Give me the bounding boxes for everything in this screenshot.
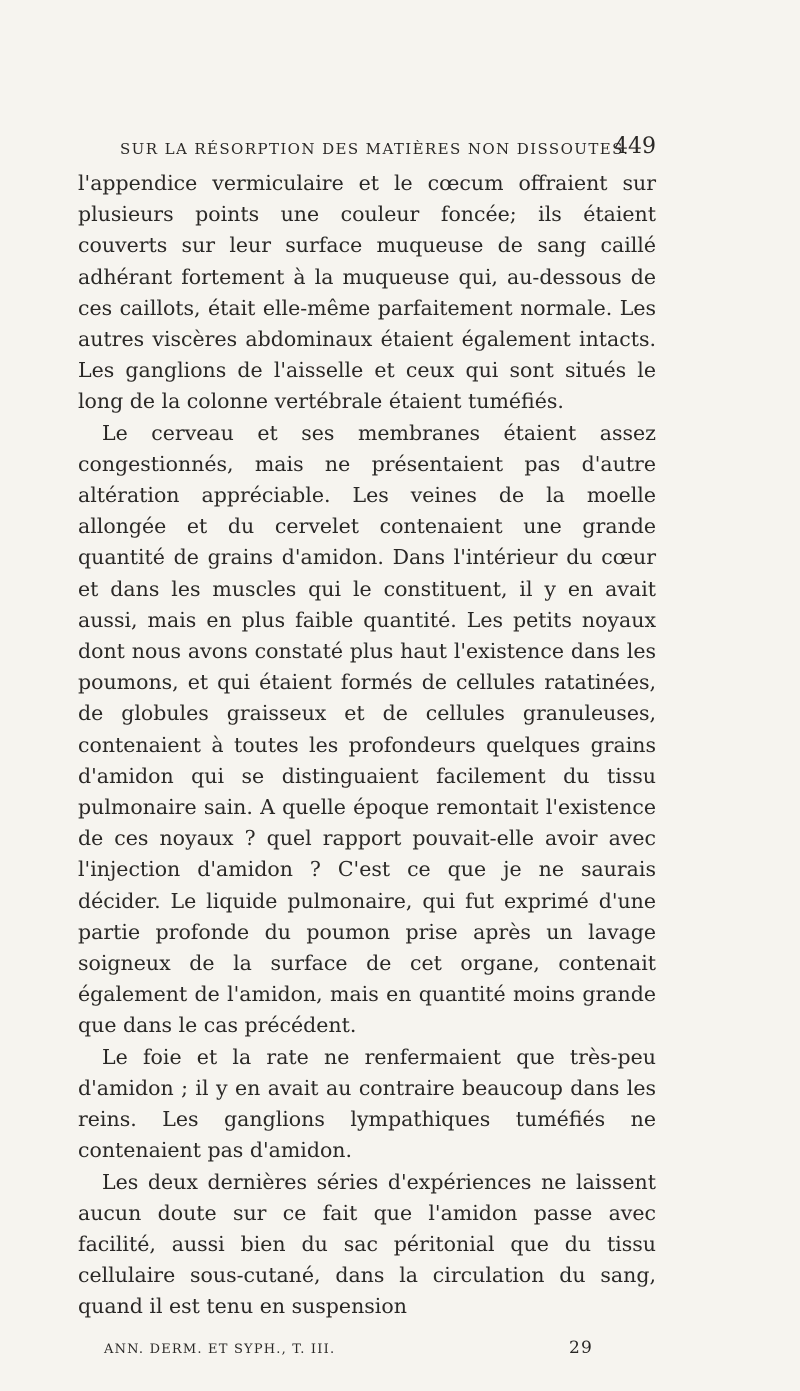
page-number: 449 [614, 134, 656, 159]
footer-journal: ANN. DERM. ET SYPH., T. III. [104, 1342, 336, 1357]
running-title: SUR LA RÉSORPTION DES MATIÈRES NON DISSOUTES. [120, 140, 630, 158]
paragraph: l'appendice vermiculaire et le cœcum offraient sur plusieurs points une couleur foncée; ils étaient couverts sur leur surface muqueuse de sang caillé adhérant fortement à la muqueuse qui, au-dessous de ces caillots, était elle-même parfaitement normale. Les autres viscères abdominaux étaient également intacts. Les ganglions de l'aisselle et ceux qui sont situés le long de la colonne vertébrale étaient tuméfiés. [78, 171, 656, 414]
body-text [78, 168, 656, 1323]
running-head [78, 134, 656, 162]
paragraph: Le cerveau et ses membranes étaient assez congestionnés, mais ne présentaient pas d'autre altération appréciable. Les veines de la moelle allongée et du cervelet contenaient une grande quantité de grains d'amidon. Dans l'intérieur du cœur et dans les muscles qui le constituent, il y en avait aussi, mais en plus faible quantité. Les petits noyaux dont nous avons constaté plus haut l'existence dans les poumons, et qui étaient formés de cellules ratatinées, de globules graisseux et de cellules granuleuses, contenaient à toutes les profondeurs quelques grains d'amidon qui se distinguaient facilement du tissu pulmonaire sain. A quelle époque remontait l'existence de ces noyaux ? quel rapport pouvait-elle avoir avec l'injection d'amidon ? C'est ce que je ne saurais décider. Le liquide pulmonaire, qui fut exprimé d'une partie profonde du poumon prise après un lavage soigneux de la surface de cet organe, contenait également de l'amidon, mais en quantité moins grande que dans le cas précédent. [78, 420, 656, 1038]
page-footer [104, 1338, 604, 1362]
paragraph: Le foie et la rate ne renfermaient que très-peu d'amidon ; il y en avait au contraire beaucoup dans les reins. Les ganglions lympathiques tuméfiés ne contenaient pas d'amidon. [78, 1044, 656, 1163]
footer-sheet-number: 29 [569, 1338, 594, 1358]
paragraph: Les deux dernières séries d'expériences ne laissent aucun doute sur ce fait que l'amidon passe avec facilité, aussi bien du sac péritonial que du tissu cellulaire sous-cutané, dans la circulation du sang, quand il est tenu en suspension [78, 1169, 656, 1319]
